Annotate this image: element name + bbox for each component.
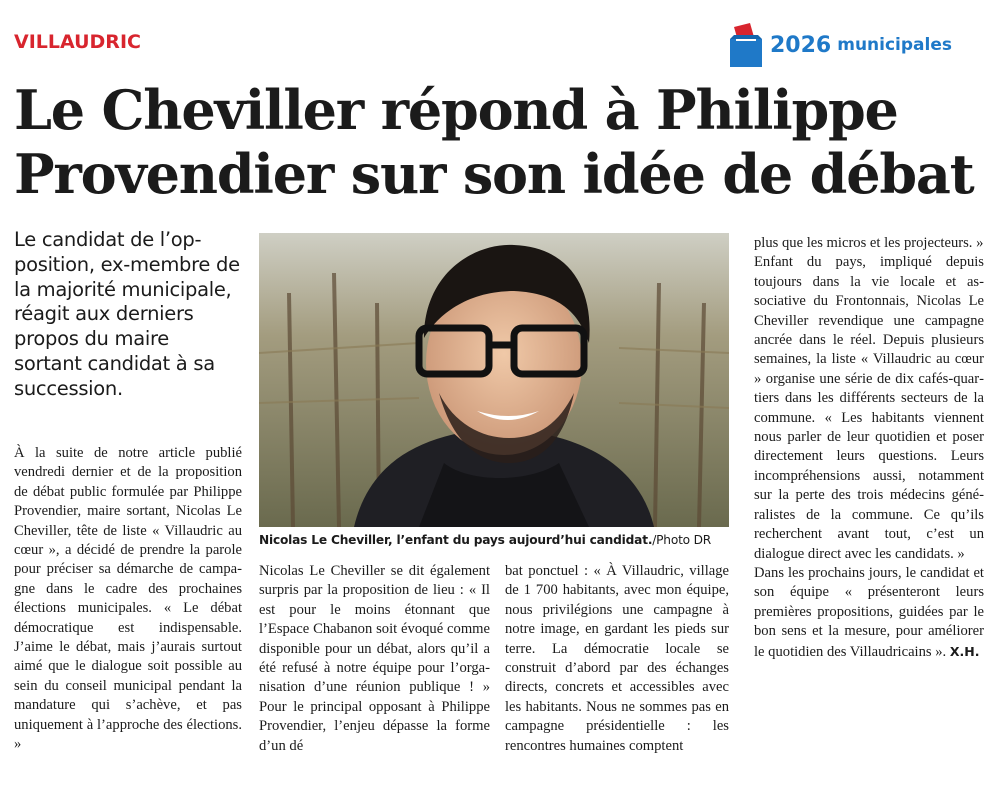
photo-credit: /Photo DR <box>652 533 712 547</box>
section-kicker: VILLAUDRIC <box>14 31 141 53</box>
body-paragraph: bat ponctuel : « À Villaudric, village de 1 700 habitants, avec mon équipe, nous privilégions une campagne à notre image, en gardant les pieds sur terre. La démocratie locale se construit d’abord par des échanges directs, concrets et accessibles avec les habitants. Nous ne sommes pas en campagne présidentielle : les rencontres humaines comptent <box>505 563 729 754</box>
article-column-4 <box>754 234 984 662</box>
body-paragraph: Nicolas Le Cheviller se dit également surpris par la proposition de lieu : « Il est pour le moins étonnant que l’Espace Chabanon soit évoqué comme disponible pour un débat, alors qu’il a été refusé à notre équipe pour l’organisation d’une réunion publique ! » Pour le principal opposant à Philippe Provendier, l’enjeu dépasse la forme d’un dé <box>259 563 490 754</box>
ballot-box-icon <box>728 23 764 67</box>
body-paragraph <box>754 564 984 662</box>
portrait-image <box>259 233 729 527</box>
body-paragraph: plus que les micros et les projecteurs. » <box>754 235 984 251</box>
body-paragraph: Enfant du pays, impliqué depuis toujours dans la vie locale et associative du Frontonnais, Nicolas Le Cheviller revendique une campagne ancrée dans le réel. Depuis plusieurs semaines, la liste « Villaudric au cœur » organise une série de dix cafés-quartiers dans les différents secteurs de la commune. « Les habitants viennent nous parler de leur quotidien et poser directement leurs questions. Leurs incompréhensions aussi, notamment sur la perte des trois médecins généralistes de la commune. Ce qu’ils recherchent avant tout, c’est un dialogue direct avec les candidats. » <box>754 254 984 562</box>
body-paragraph: À la suite de notre article publié vendredi dernier et de la proposition de débat public formulée par Philippe Provendier, maire sortant, Nicolas Le Cheviller, tête de liste « Villaudric au cœur », a décidé de prendre la parole pour préciser sa démarche de campagne dans le cadre des prochaines élections municipales. « Le débat démocratique est indispensable. J’aime le débat, mais j’aurais surtout aimé que le dialogue soit possible au sein du conseil municipal pendant la mandature qui s’achève, et pas uniquement à l’approche des élections. » <box>14 445 242 753</box>
caption-text: Nicolas Le Cheviller, l’enfant du pays aujourd’hui candidat. <box>259 533 653 547</box>
article-headline: Le Cheviller répond à Philippe Provendier sur son idée de débat <box>14 78 974 206</box>
photo-caption <box>259 532 729 549</box>
article-column-1 <box>14 444 242 755</box>
article-lead: Le candidat de l’opposition, ex-membre de la majorité municipale, réagit aux derniers propos du maire sortant candidat à sa succession. <box>14 228 240 400</box>
author-signature: X.H. <box>949 643 980 659</box>
badge-label: municipales <box>837 35 953 55</box>
article-column-3 <box>505 562 729 756</box>
elections-badge <box>728 22 978 68</box>
article-column-2 <box>259 562 490 756</box>
body-text: Dans les prochains jours, le candidat et son équipe « présenteront leurs premières propositions, guidées par le bon sens et la mesure, pour améliorer le quotidien des Villaudricains ». <box>754 564 984 660</box>
badge-year: 2026 <box>770 32 832 58</box>
article-photo <box>259 233 729 527</box>
